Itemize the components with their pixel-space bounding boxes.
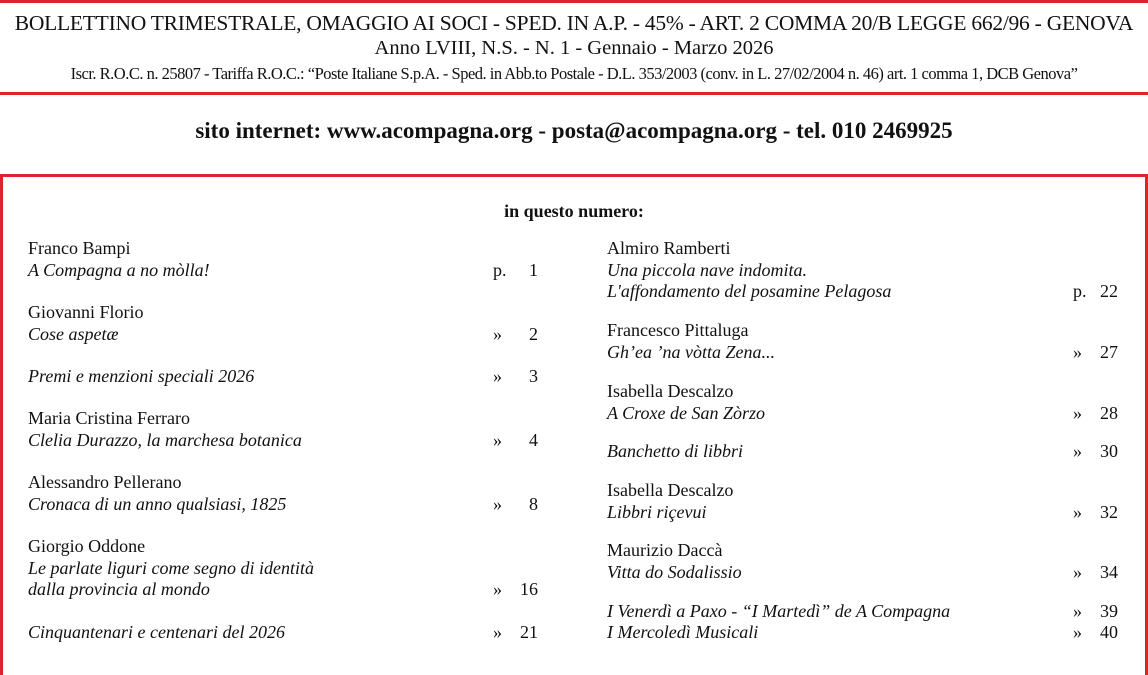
toc-entry-title: I Mercoledì Musicali <box>607 622 759 642</box>
table-of-contents-box <box>0 174 1148 675</box>
toc-page-prefix: » <box>1073 561 1082 582</box>
toc-page-number: 27 <box>1100 341 1118 362</box>
toc-page-prefix: » <box>1073 601 1082 621</box>
toc-entry <box>28 302 144 345</box>
registration-line: Iscr. R.O.C. n. 25807 - Tariffa R.O.C.: “Poste Italiane S.p.A. - Sped. in Abb.to Postale - D.L. 353/2003 (conv. in L. 27/02/2004 n. 46) art. 1 comma 1, DCB Genova” <box>70 64 1078 83</box>
toc-page-prefix: » <box>493 579 502 599</box>
toc-entry-author: Alessandro Pellerano <box>28 472 182 492</box>
toc-page-number: 1 <box>529 259 538 280</box>
toc-page-prefix: » <box>493 323 502 344</box>
toc-entry <box>28 472 286 515</box>
toc-page-prefix: » <box>493 493 502 514</box>
toc-entry-title: Premi e menzioni speciali 2026 <box>28 366 255 386</box>
toc-entry-title: A Compagna a no mòlla! <box>28 259 210 280</box>
toc-page-number: 2 <box>529 323 538 344</box>
toc-entry-author: Isabella Descalzo <box>607 480 734 500</box>
issue-line: Anno LVIII, N.S. - N. 1 - Gennaio - Marzo 2026 <box>374 37 774 59</box>
top-red-rule <box>0 0 1148 3</box>
toc-page-ref <box>1073 403 1118 425</box>
toc-page-prefix: p. <box>1073 281 1087 301</box>
toc-entry <box>607 238 891 303</box>
toc-entry <box>607 320 775 363</box>
contacts-line: sito internet: www.acompagna.org - posta@acompagna.org - tel. 010 2469925 <box>195 118 953 143</box>
toc-page-number: 28 <box>1100 402 1118 423</box>
toc-entry-author: Maurizio Daccà <box>607 540 723 560</box>
toc-entry <box>607 540 742 583</box>
toc-page-ref <box>493 366 538 388</box>
toc-page-prefix: » <box>493 366 502 386</box>
toc-entry-title: dalla provincia al mondo <box>28 579 210 599</box>
toc-entry-title: Vitta do Sodalissio <box>607 561 742 582</box>
toc-page-number: 16 <box>520 579 538 599</box>
toc-page-prefix: » <box>493 429 502 450</box>
toc-entry <box>607 601 950 623</box>
toc-page-prefix: » <box>1073 501 1082 522</box>
toc-entry-title: Cronaca di un anno qualsiasi, 1825 <box>28 493 287 514</box>
toc-page-prefix: » <box>1073 402 1082 423</box>
toc-entry-title: Cinquantenari e centenari del 2026 <box>28 622 285 642</box>
toc-entry-title: Le parlate liguri come segno di identità <box>28 557 314 578</box>
toc-page-ref <box>1073 562 1118 584</box>
toc-page-ref <box>493 430 538 452</box>
toc-entry-author: Francesco Pittaluga <box>607 320 749 340</box>
toc-page-prefix: » <box>1073 341 1082 362</box>
toc-page-ref <box>493 579 538 601</box>
toc-entry-author: Giovanni Florio <box>28 302 144 322</box>
toc-page-number: 32 <box>1100 501 1118 522</box>
toc-page-prefix: » <box>1073 622 1082 642</box>
toc-page-prefix: » <box>1073 441 1082 461</box>
toc-entry-title: A Croxe de San Zòrzo <box>607 402 766 423</box>
toc-heading: in questo numero: <box>504 201 644 221</box>
bulletin-postal-line: BOLLETTINO TRIMESTRALE, OMAGGIO AI SOCI - SPED. IN A.P. - 45% - ART. 2 COMMA 20/B LEGGE 662/96 - GENOVA <box>14 11 1134 35</box>
toc-page-number: 30 <box>1100 441 1118 461</box>
toc-page-prefix: p. <box>493 259 507 280</box>
toc-page-ref <box>493 260 538 282</box>
toc-entry-title: L'affondamento del posamine Pelagosa <box>607 281 892 301</box>
toc-page-ref <box>493 622 538 644</box>
toc-page-number: 21 <box>520 622 538 642</box>
toc-page-number: 40 <box>1100 622 1118 642</box>
toc-entry <box>607 381 765 424</box>
toc-page-ref <box>493 324 538 346</box>
toc-entry-title: Banchetto di libbri <box>607 441 743 461</box>
toc-page-ref <box>1073 342 1118 364</box>
toc-entry <box>28 622 285 644</box>
toc-entry <box>607 622 758 644</box>
toc-entry-title: Una piccola nave indomita. <box>607 259 807 280</box>
toc-entry-title: Libbri riçevui <box>607 501 707 522</box>
toc-entry-title: Cose aspetæ <box>28 323 119 344</box>
toc-entry <box>28 238 210 281</box>
toc-page-ref <box>1073 281 1118 303</box>
toc-page-number: 8 <box>529 493 538 514</box>
toc-page-number: 3 <box>529 366 538 386</box>
toc-entry-author: Maria Cristina Ferraro <box>28 408 190 428</box>
toc-page-ref <box>1073 601 1118 623</box>
toc-page-prefix: » <box>493 622 502 642</box>
toc-entry <box>607 441 743 463</box>
toc-entry-title: Gh’ea ’na vòtta Zena... <box>607 341 775 362</box>
toc-entry-author: Franco Bampi <box>28 238 131 258</box>
toc-page-number: 39 <box>1100 601 1118 621</box>
toc-entry <box>607 480 733 523</box>
toc-entry-author: Isabella Descalzo <box>607 381 734 401</box>
toc-page-ref <box>1073 622 1118 644</box>
toc-page-number: 4 <box>529 429 538 450</box>
toc-page-ref <box>1073 502 1118 524</box>
toc-entry <box>28 536 314 601</box>
header-red-rule <box>0 92 1148 95</box>
toc-entry-title: I Venerdì a Paxo - “I Martedì” de A Compagna <box>607 601 951 621</box>
toc-entry <box>28 366 254 388</box>
toc-entry-title: Clelia Durazzo, la marchesa botanica <box>28 429 302 450</box>
toc-entry-author: Almiro Ramberti <box>607 238 731 258</box>
toc-entry-author: Giorgio Oddone <box>28 536 146 556</box>
toc-page-number: 34 <box>1100 561 1118 582</box>
toc-page-ref <box>493 494 538 516</box>
toc-page-number: 22 <box>1100 281 1118 301</box>
toc-entry <box>28 408 302 451</box>
toc-page-ref <box>1073 441 1118 463</box>
